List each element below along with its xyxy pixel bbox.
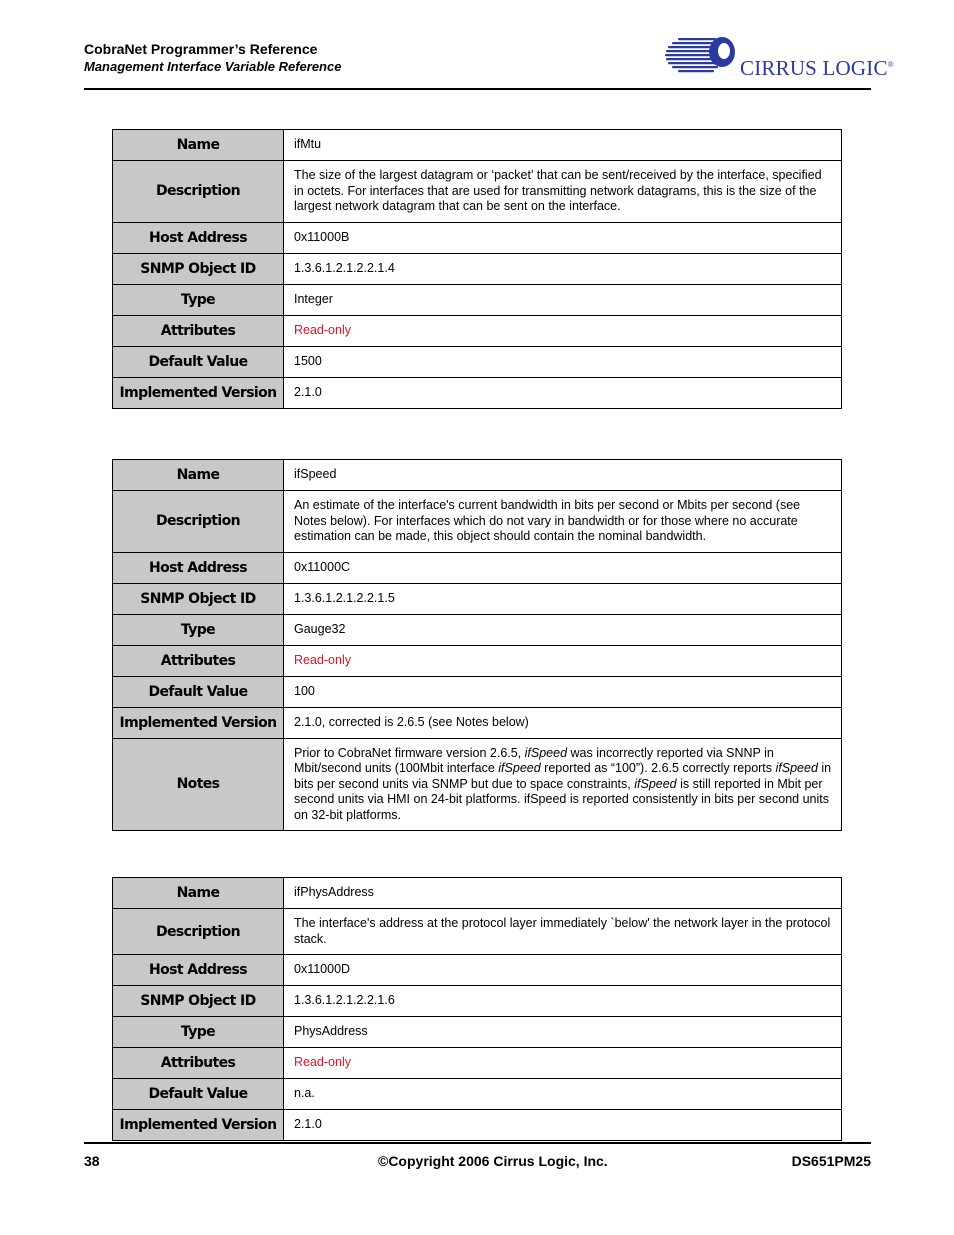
name-value: ifMtu <box>284 130 842 161</box>
row-label: Implemented Version <box>113 707 284 738</box>
notes-value: Prior to CobraNet firmware version 2.6.5, ifSpeed was incorrectly reported via SNNP in Mbit/second units (100Mbit interface ifSpeed reported as “100”). 2.6.5 correctly reports ifSpeed in bits per second units via SNMP but due to space constraints, ifSpeed is still reported in Mbit per second units via HMI on 24-bit platforms. ifSpeed is reported consistently in bits per second units on 32-bit platforms. <box>284 738 842 831</box>
default-value-value: 1500 <box>284 346 842 377</box>
table-row <box>113 676 842 707</box>
table-row <box>113 645 842 676</box>
host-address-value: 0x11000C <box>284 552 842 583</box>
table-row <box>113 1110 842 1141</box>
cirrus-logic-logo <box>664 34 894 84</box>
page-number: 38 <box>84 1153 100 1169</box>
table-row <box>113 1048 842 1079</box>
variable-table-ifphysaddress <box>112 877 842 1141</box>
table-row <box>113 1079 842 1110</box>
row-label: Host Address <box>113 552 284 583</box>
table-row <box>113 707 842 738</box>
attributes-value: Read-only <box>284 645 842 676</box>
document-id: DS651PM25 <box>791 1153 871 1169</box>
row-label: Attributes <box>113 645 284 676</box>
table-row <box>113 909 842 955</box>
row-label: Host Address <box>113 222 284 253</box>
document-subtitle: Management Interface Variable Reference <box>84 59 342 74</box>
description-value: An estimate of the interface's current bandwidth in bits per second or Mbits per second (see Notes below). For interfaces which do not vary in bandwidth or for those where no accurate estimation can be made, this object should contain the nominal bandwidth. <box>284 491 842 553</box>
row-label: Attributes <box>113 1048 284 1079</box>
variable-table-ifmtu <box>112 129 842 409</box>
table-row <box>113 614 842 645</box>
row-label: Default Value <box>113 676 284 707</box>
table-row <box>113 284 842 315</box>
row-label: Default Value <box>113 346 284 377</box>
logo-registered-mark: ® <box>887 60 894 69</box>
document-title: CobraNet Programmer’s Reference <box>84 41 318 57</box>
table-row <box>113 130 842 161</box>
row-label: Description <box>113 161 284 223</box>
default-value-value: n.a. <box>284 1079 842 1110</box>
row-label: SNMP Object ID <box>113 583 284 614</box>
table-row <box>113 552 842 583</box>
row-label: Implemented Version <box>113 377 284 408</box>
row-label: Type <box>113 1017 284 1048</box>
row-label: SNMP Object ID <box>113 986 284 1017</box>
row-label: Host Address <box>113 955 284 986</box>
header-divider <box>84 88 871 90</box>
table-row <box>113 583 842 614</box>
table-row <box>113 222 842 253</box>
description-value: The size of the largest datagram or ‘packet’ that can be sent/received by the interface, specified in octets. For interfaces that are used for transmitting network datagrams, this is the size of the largest network datagram that can be sent on the interface. <box>284 161 842 223</box>
table-row <box>113 346 842 377</box>
type-value: Integer <box>284 284 842 315</box>
row-label: Description <box>113 491 284 553</box>
host-address-value: 0x11000D <box>284 955 842 986</box>
implemented-version-value: 2.1.0, corrected is 2.6.5 (see Notes below) <box>284 707 842 738</box>
snmp-object-id-value: 1.3.6.1.2.1.2.2.1.4 <box>284 253 842 284</box>
snmp-object-id-value: 1.3.6.1.2.1.2.2.1.5 <box>284 583 842 614</box>
table-row <box>113 253 842 284</box>
row-label: Attributes <box>113 315 284 346</box>
attributes-value: Read-only <box>284 1048 842 1079</box>
row-label: Name <box>113 460 284 491</box>
row-label: Name <box>113 130 284 161</box>
snmp-object-id-value: 1.3.6.1.2.1.2.2.1.6 <box>284 986 842 1017</box>
cirrus-logo-icon <box>664 34 744 80</box>
host-address-value: 0x11000B <box>284 222 842 253</box>
table-row <box>113 878 842 909</box>
row-label: SNMP Object ID <box>113 253 284 284</box>
implemented-version-value: 2.1.0 <box>284 377 842 408</box>
row-label: Name <box>113 878 284 909</box>
type-value: PhysAddress <box>284 1017 842 1048</box>
table-row <box>113 161 842 223</box>
row-label: Type <box>113 284 284 315</box>
row-label: Description <box>113 909 284 955</box>
row-label: Notes <box>113 738 284 831</box>
table-row <box>113 986 842 1017</box>
table-row <box>113 460 842 491</box>
footer-divider <box>84 1142 871 1144</box>
attributes-value: Read-only <box>284 315 842 346</box>
type-value: Gauge32 <box>284 614 842 645</box>
default-value-value: 100 <box>284 676 842 707</box>
table-row <box>113 315 842 346</box>
row-label: Implemented Version <box>113 1110 284 1141</box>
logo-wordmark: CIRRUS LOGIC <box>740 56 888 80</box>
table-row <box>113 491 842 553</box>
table-row <box>113 955 842 986</box>
variable-table-ifspeed <box>112 459 842 831</box>
table-row <box>113 738 842 831</box>
table-row <box>113 377 842 408</box>
implemented-version-value: 2.1.0 <box>284 1110 842 1141</box>
copyright-notice: ©Copyright 2006 Cirrus Logic, Inc. <box>378 1153 608 1169</box>
table-row <box>113 1017 842 1048</box>
row-label: Type <box>113 614 284 645</box>
name-value: ifPhysAddress <box>284 878 842 909</box>
row-label: Default Value <box>113 1079 284 1110</box>
name-value: ifSpeed <box>284 460 842 491</box>
description-value: The interface's address at the protocol layer immediately `below' the network layer in the protocol stack. <box>284 909 842 955</box>
